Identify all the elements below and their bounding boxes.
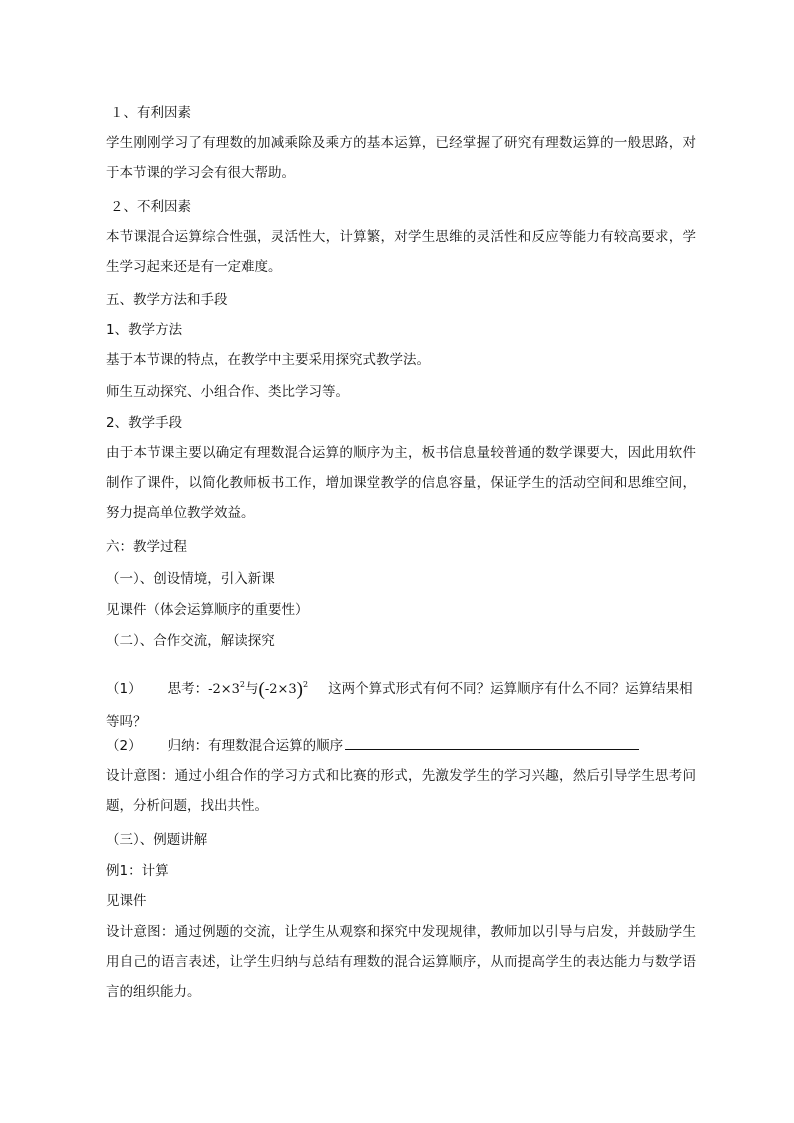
paragraph-see-courseware: 见课件（体会运算顺序的重要性） <box>106 602 309 618</box>
paragraph-favorable: 学生刚刚学习了有理数的加减乘除及乘方的基本运算，已经掌握了研究有理数运算的一般思路，对于本节课的学习会有很大帮助。 <box>106 135 696 181</box>
question-1-text: 这两个算式形式有何不同？运算顺序有什么不同？运算结果相等吗？ <box>106 681 693 730</box>
paragraph-method-forms: 师生互动探究、小组合作、类比学习等。 <box>106 384 349 400</box>
paragraph-unfavorable: 本节课混合运算综合性强，灵活性大，计算繁，对学生思维的灵活性和反应等能力有较高要求，学生学习起来还是有一定难度。 <box>106 229 696 275</box>
math-expression-b: $(-2\times 3)^2$ <box>258 679 309 700</box>
paragraph-teaching-means: 由于本节课主要以确定有理数混合运算的顺序为主，板书信息量较普通的数学课要大，因此用软件制作了课件，以简化教师板书工作，增加课堂教学的信息容量，保证学生的活动空间和思维空间，努力提高单位教学效益。 <box>106 445 696 521</box>
math-expression-a: $-2\times 3^2$ <box>208 680 246 697</box>
heading-methods-and-means: 五、教学方法和手段 <box>106 292 228 308</box>
question-2-text: 归纳：有理数混合运算的顺序 <box>167 738 344 754</box>
question-1-number: （1） <box>106 681 142 697</box>
heading-create-situation: （一）、创设情境，引入新课 <box>106 571 275 587</box>
question-1-and: 与 <box>245 681 259 697</box>
paragraph-design-intent-2: 设计意图：通过例题的交流，让学生从观察和探究中发现规律，教师加以引导与启发，并鼓励学生用自己的语言表述，让学生归纳与总结有理数的混合运算顺序，从而提高学生的表达能力与数学语言的组织能力。 <box>106 924 696 1000</box>
heading-favorable-factors: １、有利因素 <box>110 105 191 121</box>
question-2 <box>106 736 696 756</box>
question-1 <box>106 669 696 738</box>
heading-teaching-method: 1、教学方法 <box>106 322 183 338</box>
question-2-number: （2） <box>106 738 142 754</box>
question-1-label: 思考： <box>167 681 209 697</box>
paragraph-example-1: 例1：计算 <box>106 863 169 879</box>
heading-unfavorable-factors: ２、不利因素 <box>110 199 191 215</box>
paragraph-design-intent-1: 设计意图：通过小组合作的学习方式和比赛的形式，先激发学生的学习兴趣，然后引导学生思考问题，分析问题，找出共性。 <box>106 768 696 814</box>
answer-blank-line <box>345 737 639 750</box>
paragraph-see-courseware-2: 见课件 <box>106 893 147 909</box>
heading-teaching-process: 六：教学过程 <box>106 539 187 555</box>
heading-cooperation: （二）、合作交流，解读探究 <box>106 633 275 649</box>
heading-teaching-means: 2、教学手段 <box>106 415 183 431</box>
heading-example-explanation: （三）、例题讲解 <box>106 832 208 848</box>
paragraph-method-basis: 基于本节课的特点，在教学中主要采用探究式教学法。 <box>106 352 430 368</box>
